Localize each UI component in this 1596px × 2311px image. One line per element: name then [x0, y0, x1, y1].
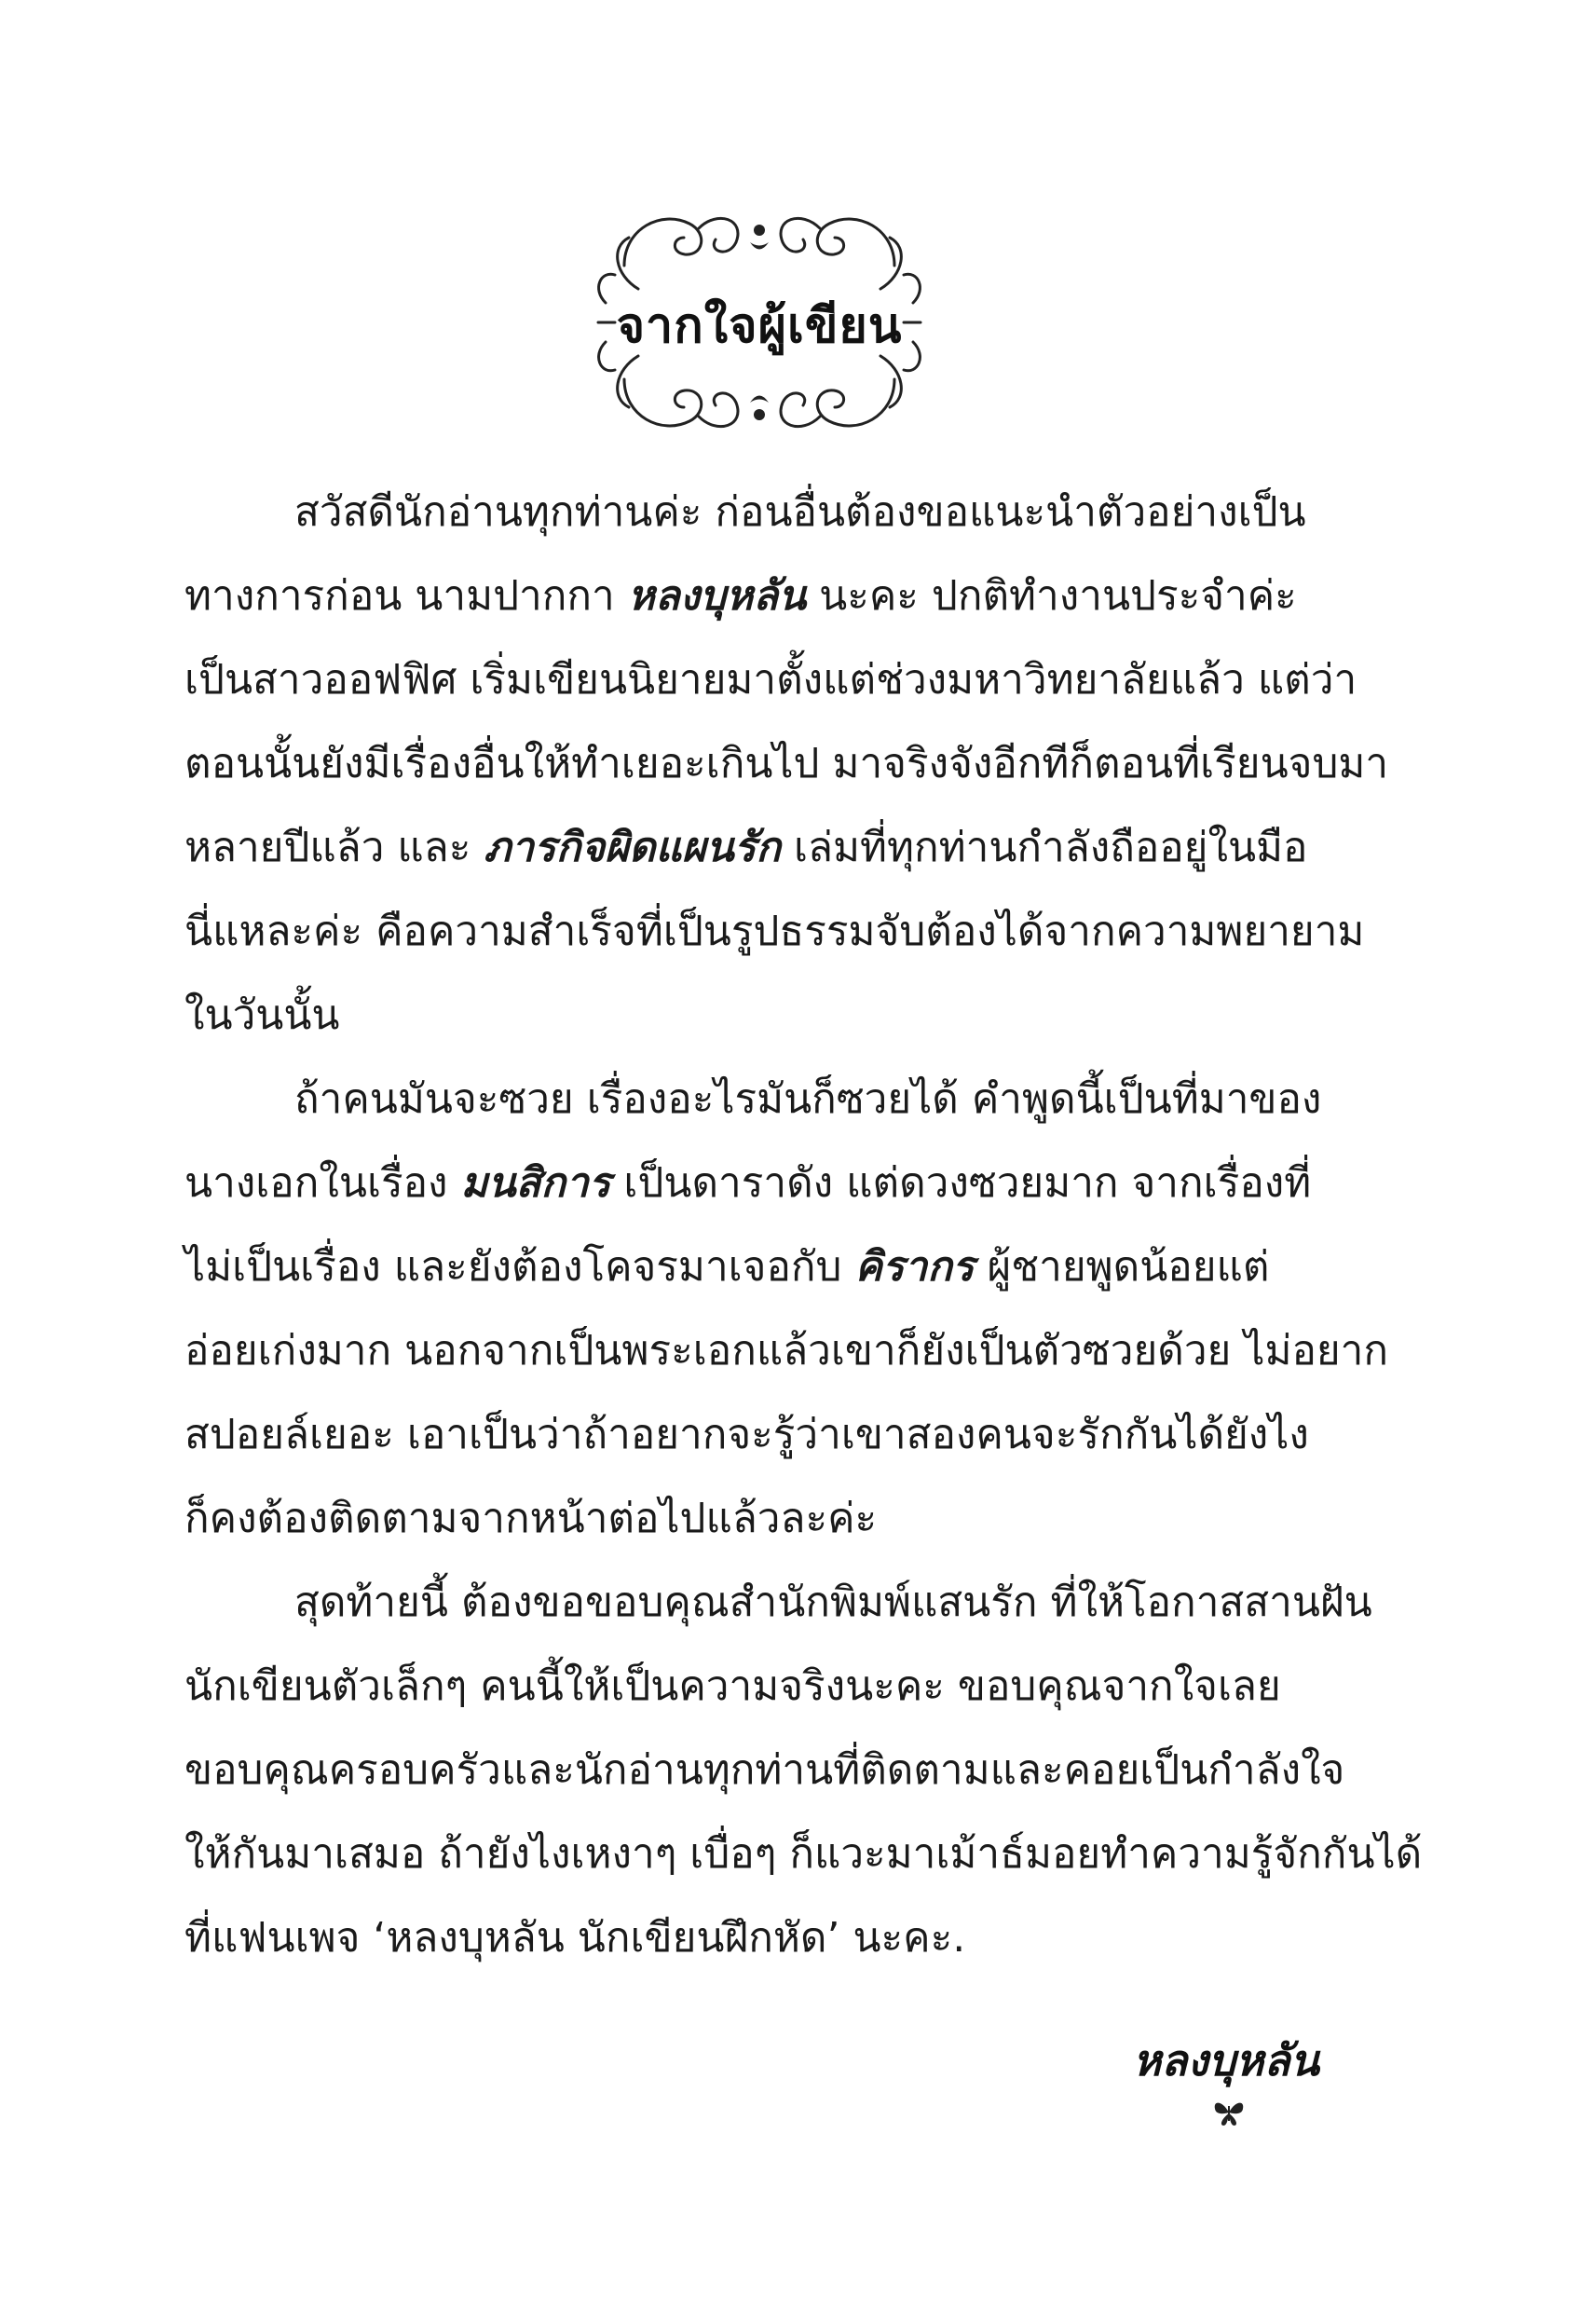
paragraph: [184, 1058, 1389, 1561]
text-line: [184, 1645, 1319, 1729]
text-line: [184, 1058, 1322, 1142]
text-run: ทางการก่อน นามปากกา: [184, 572, 628, 620]
text-line: [184, 806, 1319, 890]
text-run: ก็คงต้องติดตามจากหน้าต่อไปแล้วละค่ะ: [184, 1495, 878, 1542]
text-line: [184, 1477, 1319, 1561]
butterfly-icon: [1211, 2097, 1247, 2128]
page-title: จากใจผู้เขียน: [616, 298, 903, 354]
text-line: [184, 554, 1319, 638]
text-line: [184, 890, 1365, 974]
text-run: นางเอกในเรื่อง: [184, 1159, 461, 1207]
text-run: เป็นดาราดัง แต่ดวงซวยมาก จากเรื่องที่: [610, 1159, 1312, 1207]
text-run: หลายปีแล้ว และ: [184, 824, 484, 871]
emphasized-name: หลงบุหลัน: [627, 572, 807, 620]
text-run: นะคะ ปกติทำงานประจำค่ะ: [806, 572, 1297, 620]
text-run: นักเขียนตัวเล็กๆ คนนี้ให้เป็นความจริงนะคะ ขอบคุณจากใจเลย: [184, 1662, 1281, 1710]
emphasized-name: คิรากร: [854, 1243, 975, 1291]
author-signature: หลงบุหลัน: [1132, 2035, 1319, 2085]
emphasized-name: มนสิการ: [460, 1159, 611, 1207]
text-line: [184, 1309, 1389, 1393]
text-run: นี่แหละค่ะ คือความสำเร็จที่เป็นรูปธรรมจับต้องได้จากความพยายาม: [184, 908, 1365, 955]
text-run: สุดท้ายนี้ ต้องขอขอบคุณสำนักพิมพ์แสนรัก ที่ให้โอกาสสานฝัน: [294, 1579, 1372, 1626]
text-line: [184, 1225, 1319, 1309]
text-run: ตอนนั้นยังมีเรื่องอื่นให้ทำเยอะเกินไป มาจริงจังอีกทีก็ตอนที่เรียนจบมา: [184, 740, 1389, 787]
text-run: เล่มที่ทุกท่านกำลังถืออยู่ในมือ: [780, 824, 1308, 871]
text-line: [184, 1812, 1423, 1896]
text-line: [184, 638, 1357, 722]
text-line: [184, 1729, 1345, 1812]
text-run: ผู้ชายพูดน้อยแต่: [974, 1243, 1270, 1291]
text-line: [184, 1561, 1372, 1645]
paragraph: [184, 471, 1389, 1058]
chapter-heading: [587, 200, 932, 444]
text-run: ไม่เป็นเรื่อง และยังต้องโคจรมาเจอกับ: [184, 1243, 855, 1291]
text-line: [184, 1142, 1319, 1225]
body-text: [184, 471, 1423, 1980]
text-run: ขอบคุณครอบครัวและนักอ่านทุกท่านที่ติดตามและคอยเป็นกำลังใจ: [184, 1746, 1345, 1794]
text-line: [184, 1393, 1319, 1477]
text-line: [184, 974, 1319, 1058]
text-run: ถ้าคนมันจะซวย เรื่องอะไรมันก็ซวยได้ คำพูดนี้เป็นที่มาของ: [294, 1075, 1322, 1123]
text-run: เป็นสาวออฟฟิศ เริ่มเขียนนิยายมาตั้งแต่ช่วงมหาวิทยาลัยแล้ว แต่ว่า: [184, 656, 1357, 704]
emphasized-name: ภารกิจผิดแผนรัก: [484, 824, 781, 871]
text-run: สปอยล์เยอะ เอาเป็นว่าถ้าอยากจะรู้ว่าเขาสองคนจะรักกันได้ยังไง: [184, 1411, 1309, 1458]
text-run: ที่แฟนเพจ ‘หลงบุหลัน นักเขียนฝึกหัด’ นะคะ.: [184, 1914, 966, 1962]
paragraph: [184, 1561, 1423, 1980]
text-run: ให้กันมาเสมอ ถ้ายังไงเหงาๆ เบื่อๆ ก็แวะมาเม้าธ์มอยทำความรู้จักกันได้: [184, 1830, 1423, 1878]
text-line: [184, 722, 1389, 806]
text-run: ในวันนั้น: [184, 991, 340, 1039]
text-line: [184, 1896, 1319, 1980]
text-run: อ่อยเก่งมาก นอกจากเป็นพระเอกแล้วเขาก็ยังเป็นตัวซวยด้วย ไม่อยาก: [184, 1327, 1389, 1374]
text-run: สวัสดีนักอ่านทุกท่านค่ะ ก่อนอื่นต้องขอแนะนำตัวอย่างเป็น: [294, 488, 1306, 536]
text-line: [184, 471, 1319, 554]
